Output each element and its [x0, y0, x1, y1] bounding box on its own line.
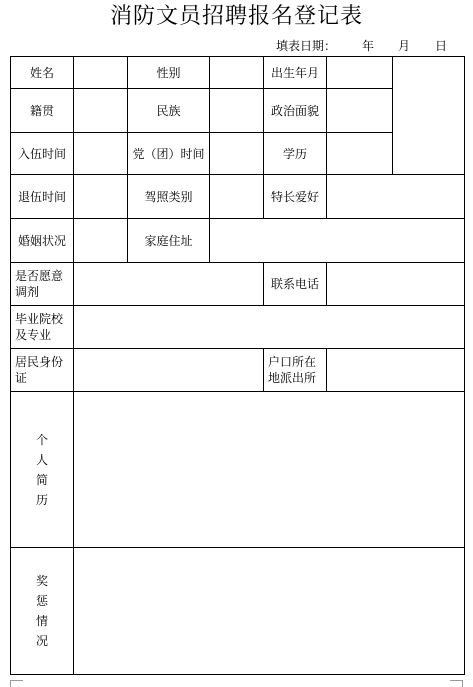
field-accept-transfer[interactable] [74, 263, 264, 306]
field-party-time[interactable] [210, 133, 264, 175]
field-education[interactable] [327, 133, 393, 175]
label-accept-transfer: 是否愿意调剂 [11, 263, 74, 306]
corner-mark-left [10, 680, 23, 687]
field-birth[interactable] [327, 57, 393, 89]
fill-date-row [0, 37, 473, 55]
field-hobbies[interactable] [327, 175, 465, 219]
page-corner-marks [0, 676, 473, 687]
fill-date-month: 月 [398, 39, 411, 53]
registration-form-table [10, 56, 465, 675]
field-resume[interactable] [74, 392, 465, 548]
label-native-place: 籍贯 [11, 89, 74, 133]
corner-mark-right [450, 680, 463, 687]
photo-box[interactable] [393, 57, 465, 175]
label-hobbies: 特长爱好 [264, 175, 327, 219]
label-home-address: 家庭住址 [128, 219, 210, 263]
label-party-time: 党（团）时间 [128, 133, 210, 175]
field-ethnicity[interactable] [210, 89, 264, 133]
field-license-type[interactable] [210, 175, 264, 219]
field-native-place[interactable] [74, 89, 128, 133]
field-discharge-time[interactable] [74, 175, 128, 219]
label-rewards: 奖惩情况 [35, 574, 48, 648]
label-education: 学历 [264, 133, 327, 175]
field-political-status[interactable] [327, 89, 393, 133]
field-marital-status[interactable] [74, 219, 128, 263]
label-enlist-time: 入伍时间 [11, 133, 74, 175]
label-hukou-station: 户口所在地派出所 [264, 349, 327, 392]
field-name[interactable] [74, 57, 128, 89]
label-license-type: 驾照类别 [128, 175, 210, 219]
label-name: 姓名 [11, 57, 74, 89]
field-home-address[interactable] [210, 219, 465, 263]
label-resume: 个人简历 [35, 432, 48, 507]
field-rewards[interactable] [74, 548, 465, 675]
fill-date-day: 日 [435, 39, 448, 53]
label-id-card: 居民身份证 [11, 349, 74, 392]
label-marital-status: 婚姻状况 [11, 219, 74, 263]
field-school-major[interactable] [74, 306, 465, 349]
field-enlist-time[interactable] [74, 133, 128, 175]
label-discharge-time: 退伍时间 [11, 175, 74, 219]
label-birth: 出生年月 [264, 57, 327, 89]
label-resume-cell [11, 392, 74, 548]
form-title: 消防文员招聘报名登记表 [109, 4, 363, 29]
fill-date-year: 年 [362, 39, 375, 53]
field-hukou-station[interactable] [327, 349, 465, 392]
label-school-major: 毕业院校及专业 [11, 306, 74, 349]
fill-date-label: 填表日期： [276, 39, 337, 53]
label-phone: 联系电话 [264, 263, 327, 306]
label-gender: 性别 [128, 57, 210, 89]
field-id-card[interactable] [74, 349, 264, 392]
label-political-status: 政治面貌 [264, 89, 327, 133]
label-rewards-cell [11, 548, 74, 675]
field-gender[interactable] [210, 57, 264, 89]
label-ethnicity: 民族 [128, 89, 210, 133]
field-phone[interactable] [327, 263, 465, 306]
